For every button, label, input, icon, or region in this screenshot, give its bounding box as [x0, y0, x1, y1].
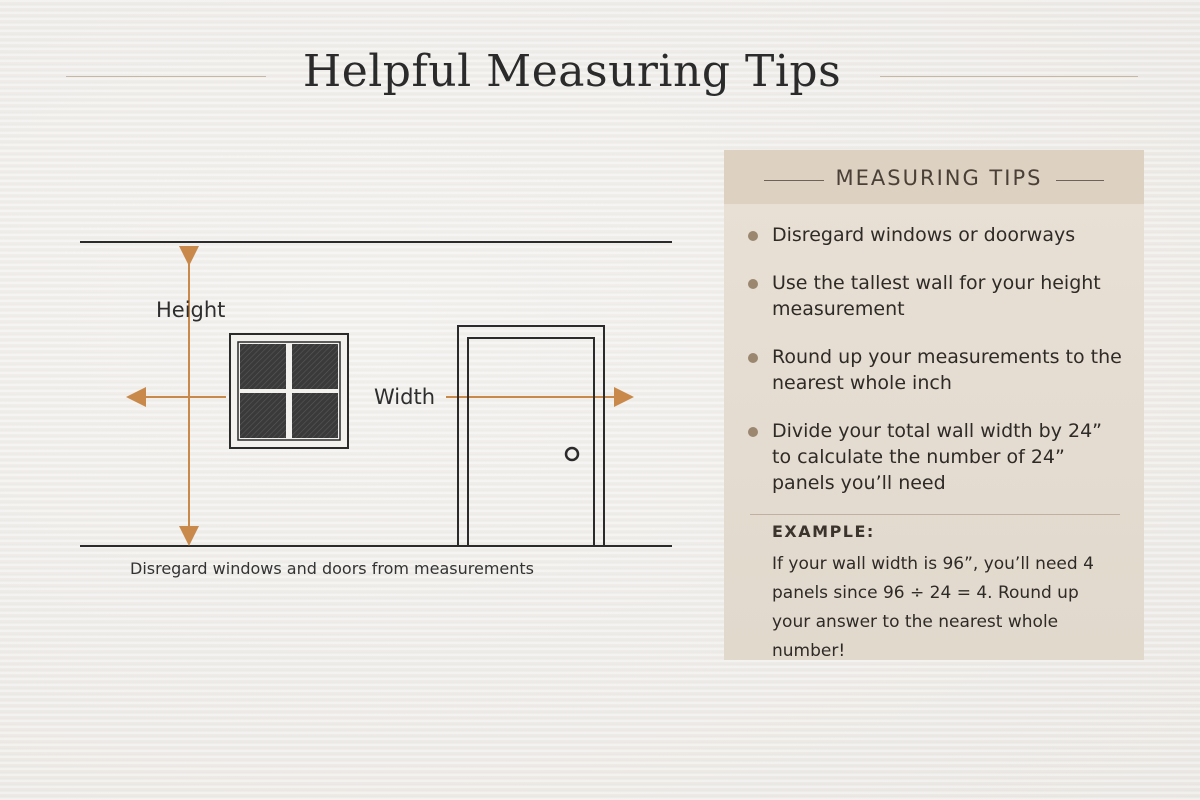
list-item	[724, 344, 1144, 396]
diagram-caption: Disregard windows and doors from measurements	[130, 559, 534, 578]
header	[0, 38, 1200, 118]
tip-text: Use the tallest wall for your height measurement	[772, 272, 1101, 320]
title-divider-left	[66, 76, 266, 77]
page-title: Helpful Measuring Tips	[302, 46, 842, 97]
tip-text: Round up your measurements to the nearest whole inch	[772, 346, 1122, 394]
wall-diagram-illustration	[60, 220, 700, 600]
bullet-icon	[748, 231, 758, 241]
tip-text: Disregard windows or doorways	[772, 224, 1076, 246]
wall-diagram	[60, 220, 700, 600]
window-drawing	[230, 334, 348, 448]
list-item	[724, 270, 1144, 322]
title-divider-right	[880, 76, 1138, 77]
measuring-tips-panel	[724, 150, 1144, 660]
panel-header-rule-right	[1056, 180, 1104, 181]
panel-title: MEASURING TIPS	[835, 166, 1043, 190]
door-drawing	[458, 326, 604, 546]
width-label: Width	[374, 385, 436, 409]
bullet-icon	[748, 353, 758, 363]
list-item	[724, 222, 1144, 248]
example-divider	[750, 514, 1120, 515]
height-label: Height	[156, 298, 226, 322]
example-heading: EXAMPLE:	[772, 522, 875, 541]
bullet-icon	[748, 279, 758, 289]
tips-list	[724, 222, 1144, 518]
example-text: If your wall width is 96”, you’ll need 4 panels since 96 ÷ 24 = 4. Round up your answer to the nearest whole number!	[772, 554, 1094, 661]
list-item	[724, 418, 1144, 496]
panel-header	[724, 150, 1144, 204]
bullet-icon	[748, 427, 758, 437]
tip-text: Divide your total wall width by 24” to calculate the number of 24” panels you’ll need	[772, 420, 1103, 494]
